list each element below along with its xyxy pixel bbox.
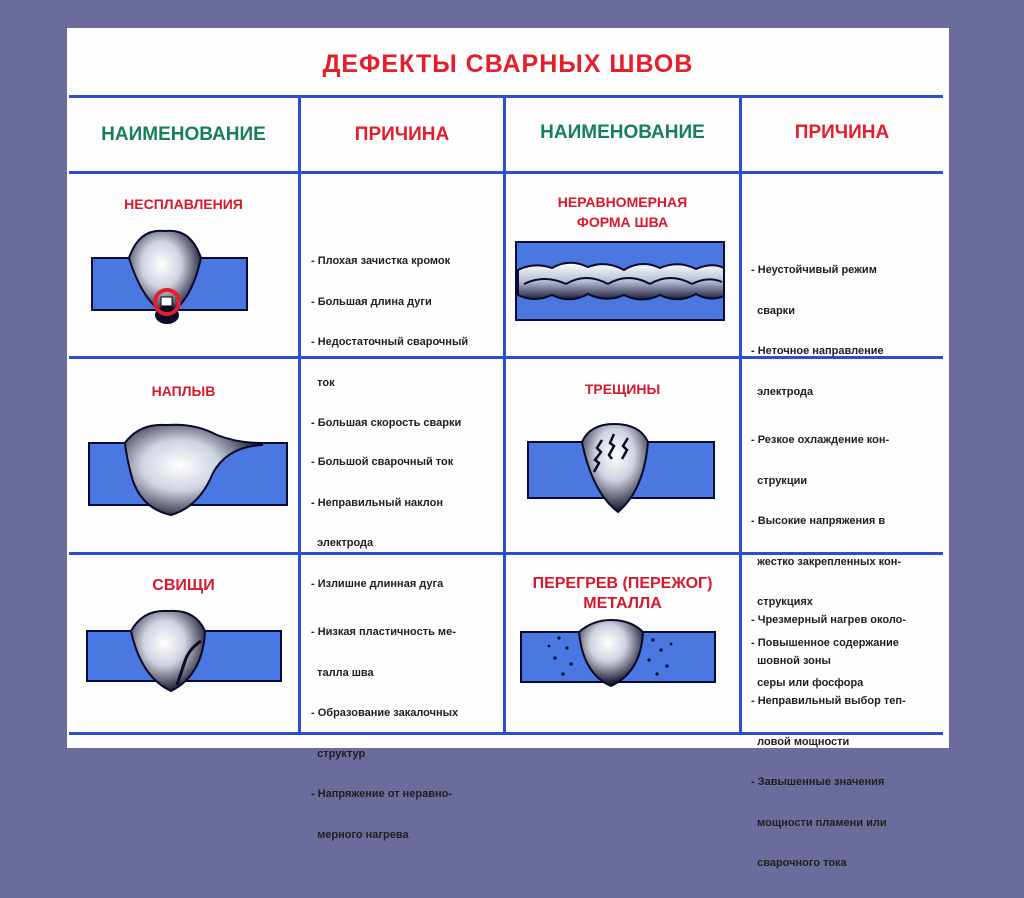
cause-item: - Излишне длинная дуга (311, 577, 444, 590)
uneven-seam-illustration (514, 240, 729, 322)
cause-item: - Неустойчивый режим (751, 264, 877, 276)
table-col-divider-1 (298, 95, 301, 735)
cause-item: - Большой сварочный ток (311, 456, 454, 468)
cause-item: - Чрезмерный нагрев около- (751, 614, 907, 626)
defect-name-naplyv: НАПЛЫВ (151, 383, 216, 399)
cause-item: сварочного тока (751, 857, 847, 869)
causes-list-nesplavleniya (311, 228, 468, 458)
causes-list-neravnomernaya-forma (751, 237, 884, 426)
slide (67, 28, 949, 869)
cause-item: - Большая скорость сварки (311, 417, 462, 429)
cause-item: - Неточное направление (751, 345, 884, 357)
cause-item: ток (311, 376, 335, 389)
defect-name-treshchiny: ТРЕЩИНЫ (584, 381, 661, 397)
defect-name-nesplavleniya: НЕСПЛАВЛЕНИЯ (124, 196, 243, 212)
cause-item: - Плохая зачистка кромок (311, 255, 451, 267)
cause-item: сварки (751, 304, 795, 317)
cause-item: - Большая длина дуги (311, 295, 432, 308)
defect-name-neravnomernaya-forma (506, 192, 739, 232)
cause-item: - Напряжение от неравно- (311, 788, 453, 800)
causes-list-peregrev (751, 587, 906, 898)
cause-item: мерного нагрева (311, 828, 409, 841)
cracks-illustration (522, 420, 722, 520)
cause-item: - Низкая пластичность ме- (311, 626, 456, 638)
cause-item: талла шва (311, 666, 374, 679)
defect-name-line: ПЕРЕГРЕВ (ПЕРЕЖОГ) (532, 575, 713, 592)
overheating-illustration (519, 618, 724, 708)
cause-item: - Образование закалочных (311, 707, 459, 719)
lack-of-fusion-illustration (87, 223, 287, 333)
cause-item: шовной зоны (751, 654, 831, 667)
overlap-illustration (87, 421, 292, 531)
cause-item: струкциях (751, 596, 813, 608)
cause-item: ловой мощности (751, 735, 850, 748)
defect-name-line: ФОРМА ШВА (576, 214, 669, 230)
header-cause-right: ПРИЧИНА (794, 122, 890, 143)
cause-item: струкции (751, 474, 808, 487)
cause-item: серы или фосфора (751, 677, 864, 689)
defect-name-line: НЕРАВНОМЕРНАЯ (557, 194, 688, 210)
cause-item: мощности пламени или (751, 816, 887, 829)
fistula-illustration (85, 605, 290, 705)
defect-name-line: МЕТАЛЛА (583, 595, 662, 612)
cause-item: - Повышенное содержание (751, 636, 899, 649)
causes-list-svishchi (311, 599, 458, 869)
cause-item: электрода (751, 385, 814, 398)
defect-name-svishchi: СВИЩИ (152, 577, 215, 594)
cause-item: жестко закрепленных кон- (751, 555, 902, 568)
cause-item: - Неправильный наклон (311, 496, 443, 509)
cause-item: - Неправильный выбор теп- (751, 695, 906, 707)
cause-item: - Недостаточный сварочный (311, 336, 469, 348)
table-col-divider-2 (503, 95, 506, 735)
cause-item: - Резкое охлаждение кон- (751, 434, 890, 446)
defect-name-peregrev (506, 574, 739, 614)
table-border-top (69, 95, 943, 98)
cause-item: электрода (311, 537, 374, 549)
page-title: ДЕФЕКТЫ СВАРНЫХ ШВОВ (322, 50, 694, 78)
causes-list-naplyv (311, 429, 453, 618)
table-col-divider-3 (739, 95, 742, 735)
header-name-left: НАИМЕНОВАНИЕ (101, 124, 266, 145)
cause-item: - Завышенные значения (751, 776, 885, 788)
table-header-divider (69, 171, 943, 174)
header-cause-left: ПРИЧИНА (354, 124, 450, 145)
header-name-right: НАИМЕНОВАНИЕ (540, 122, 705, 143)
cause-item: - Высокие напряжения в (751, 515, 886, 527)
cause-item: структур (311, 747, 366, 760)
